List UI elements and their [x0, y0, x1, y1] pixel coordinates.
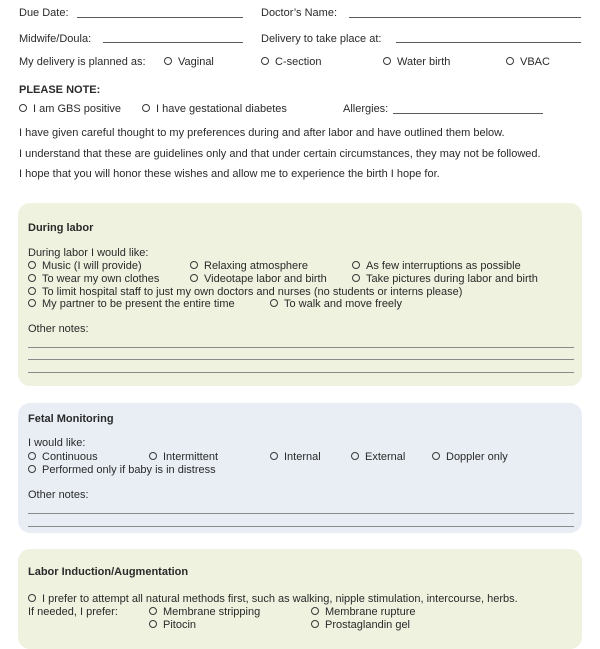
notes-line[interactable] — [28, 526, 574, 527]
delivery-option-vaginal[interactable]: Vaginal — [164, 56, 214, 68]
labor-option[interactable]: Music (I will provide) — [28, 260, 142, 272]
induction-option[interactable]: Membrane stripping — [149, 606, 260, 618]
labor-option[interactable]: Relaxing atmosphere — [190, 260, 308, 272]
radio-circle — [28, 274, 36, 282]
radio-circle — [432, 452, 440, 460]
radio-circle — [261, 57, 269, 65]
radio-circle — [149, 607, 157, 615]
radio-circle — [190, 261, 198, 269]
radio-circle — [270, 452, 278, 460]
during-labor-lead: During labor I would like: — [28, 247, 149, 259]
notes-line[interactable] — [28, 347, 574, 348]
delivery-option-c-section[interactable]: C-section — [261, 56, 321, 68]
radio-circle — [28, 452, 36, 460]
fetal-monitoring-title: Fetal Monitoring — [28, 413, 114, 425]
due-date-label: Due Date: — [19, 7, 69, 19]
notes-line[interactable] — [28, 513, 574, 514]
labor-induction-title: Labor Induction/Augmentation — [28, 566, 189, 578]
labor-option[interactable]: As few interruptions as possible — [352, 260, 521, 272]
natural-methods-option[interactable]: I prefer to attempt all natural methods first, such as walking, nipple stimulation, intercourse, herbs. — [28, 593, 518, 605]
radio-circle — [311, 607, 319, 615]
labor-option[interactable]: Videotape labor and birth — [190, 273, 327, 285]
doctors-name-label: Doctor’s Name: — [261, 7, 338, 19]
delivery-option-vbac[interactable]: VBAC — [506, 56, 550, 68]
please-note-title: PLEASE NOTE: — [19, 84, 101, 96]
radio-circle — [351, 452, 359, 460]
intro-paragraph: I understand that these are guidelines only and that under certain circumstances, they may not be followed. — [19, 148, 541, 160]
radio-circle — [352, 261, 360, 269]
delivery-place-label: Delivery to take place at: — [261, 33, 382, 45]
labor-option[interactable]: To limit hospital staff to just my own doctors and nurses (no students or interns please) — [28, 286, 462, 298]
radio-circle — [164, 57, 172, 65]
labor-option[interactable]: My partner to be present the entire time — [28, 298, 235, 310]
fetal-monitoring-lead: I would like: — [28, 437, 86, 449]
radio-circle — [28, 594, 36, 602]
fetal-notes-label: Other notes: — [28, 489, 89, 501]
induction-option[interactable]: Membrane rupture — [311, 606, 416, 618]
labor-option[interactable]: Take pictures during labor and birth — [352, 273, 538, 285]
fetal-option[interactable]: Doppler only — [432, 451, 508, 463]
induction-option[interactable]: Prostaglandin gel — [311, 619, 410, 631]
intro-paragraph: I have given careful thought to my preferences during and after labor and have outlined them below. — [19, 127, 505, 139]
radio-circle — [311, 620, 319, 628]
fetal-option[interactable]: Performed only if baby is in distress — [28, 464, 216, 476]
planned-as-label: My delivery is planned as: — [19, 56, 146, 68]
gbs-positive-option[interactable]: I am GBS positive — [19, 103, 121, 115]
fetal-option[interactable]: Intermittent — [149, 451, 218, 463]
radio-circle — [190, 274, 198, 282]
if-needed-label: If needed, I prefer: — [28, 606, 118, 618]
radio-circle — [142, 104, 150, 112]
radio-circle — [506, 57, 514, 65]
radio-circle — [149, 452, 157, 460]
radio-circle — [19, 104, 27, 112]
induction-option[interactable]: Pitocin — [149, 619, 196, 631]
fetal-option[interactable]: Internal — [270, 451, 321, 463]
during-labor-title: During labor — [28, 222, 94, 234]
radio-circle — [149, 620, 157, 628]
midwife-field[interactable] — [103, 42, 243, 43]
delivery-place-field[interactable] — [396, 42, 581, 43]
radio-circle — [28, 299, 36, 307]
notes-line[interactable] — [28, 372, 574, 373]
labor-option[interactable]: To walk and move freely — [270, 298, 402, 310]
intro-paragraph: I hope that you will honor these wishes and allow me to experience the birth I hope for. — [19, 168, 440, 180]
radio-circle — [383, 57, 391, 65]
allergies-field[interactable] — [393, 113, 543, 114]
radio-circle — [352, 274, 360, 282]
fetal-option[interactable]: Continuous — [28, 451, 98, 463]
notes-line[interactable] — [28, 359, 574, 360]
labor-option[interactable]: To wear my own clothes — [28, 273, 159, 285]
delivery-option-water-birth[interactable]: Water birth — [383, 56, 450, 68]
radio-circle — [28, 465, 36, 473]
gestational-diabetes-option[interactable]: I have gestational diabetes — [142, 103, 287, 115]
due-date-field[interactable] — [77, 17, 243, 18]
doctors-name-field[interactable] — [349, 17, 581, 18]
radio-circle — [28, 287, 36, 295]
labor-notes-label: Other notes: — [28, 323, 89, 335]
fetal-option[interactable]: External — [351, 451, 405, 463]
midwife-label: Midwife/Doula: — [19, 33, 92, 45]
radio-circle — [28, 261, 36, 269]
radio-circle — [270, 299, 278, 307]
allergies-label: Allergies: — [343, 103, 389, 115]
